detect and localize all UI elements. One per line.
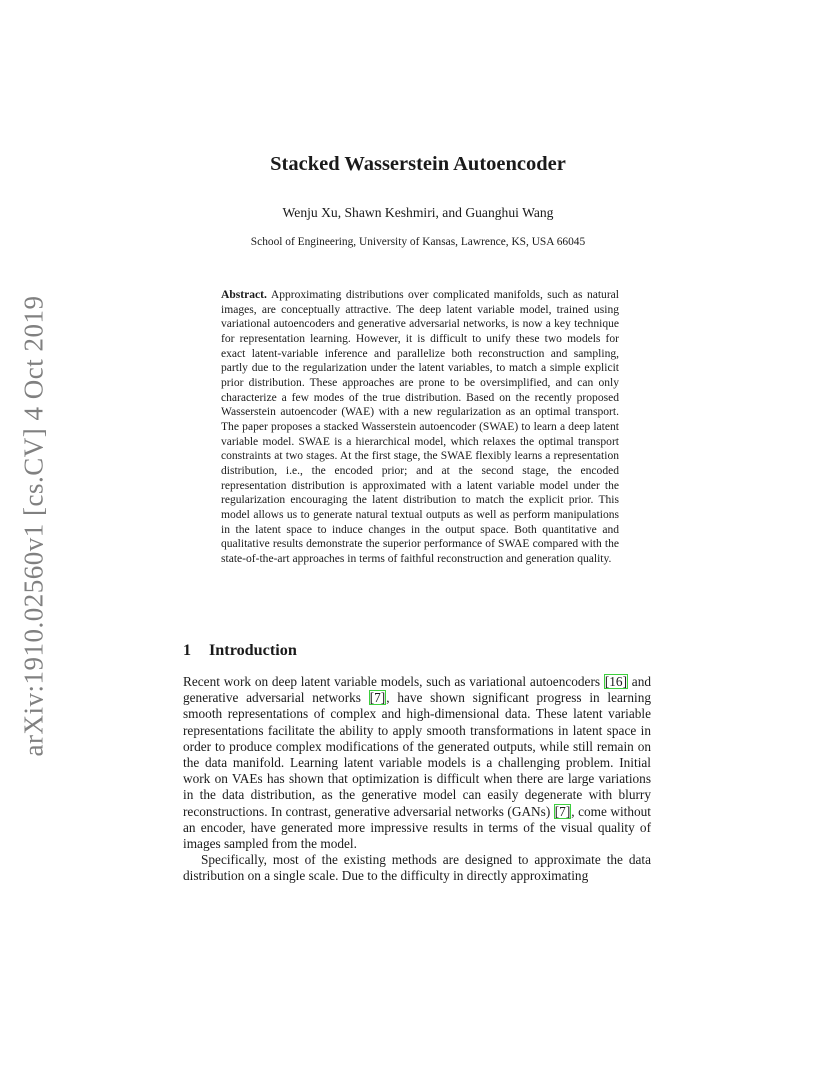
- paper-title: Stacked Wasserstein Autoencoder: [270, 153, 566, 175]
- author-list: Wenju Xu, Shawn Keshmiri, and Guanghui Wang: [282, 205, 554, 220]
- paragraph: [183, 674, 651, 852]
- paragraph-text: , have shown significant progress in learning smooth representations of complex and high-dimensional data. These latent variable representations facilitate the ability to apply smooth transformations in latent space in order to produce complex modifications of the generated outputs, while still remain on the data manifold. Learning latent variable models is a challenging problem. Initial work on VAEs has shown that optimization is difficult when there are large variations in the data distribution, as the generative model can easily degenerate with blurry reconstructions. In contrast, generative adversarial networks (GANs): [183, 690, 651, 819]
- section-title: Introduction: [209, 641, 297, 659]
- citation-link[interactable]: [7]: [554, 803, 571, 819]
- paragraph-text: and generative adversarial networks: [183, 674, 652, 706]
- section-body: [183, 674, 651, 885]
- paragraph-text: Recent work on deep latent variable models, such as variational autoencoders: [183, 674, 604, 689]
- section-number: 1: [183, 641, 192, 659]
- arxiv-identifier: arXiv:1910.02560v1 [cs.CV] 4 Oct 2019: [18, 295, 49, 757]
- paragraph-text: , come without an encoder, have generated more impressive results in terms of the visual quality of images sampled from the model.: [183, 803, 651, 852]
- abstract-label: Abstract.: [221, 289, 267, 301]
- citation-link[interactable]: [16]: [604, 674, 628, 689]
- abstract: [221, 288, 619, 566]
- affiliation: School of Engineering, University of Kansas, Lawrence, KS, USA 66045: [250, 236, 586, 248]
- citation-link[interactable]: [7]: [369, 690, 386, 706]
- abstract-text: Approximating distributions over complicated manifolds, such as natural images, are conceptually attractive. The deep latent variable model, trained using variational autoencoders and generative adversarial networks, is now a key technique for representation learning. However, it is difficult to unify these two models for exact latent-variable inference and parallelize both reconstruction and sampling, partly due to the regularization under the latent variables, to match a simple explicit prior distribution. These approaches are prone to be oversimplified, and can only characterize a few modes of the true distribution. Based on the recently proposed Wasserstein autoencoder (WAE) with a new regularization as an optimal transport. The paper proposes a stacked Wasserstein autoencoder (SWAE) to learn a deep latent variable model. SWAE is a hierarchical model, which relaxes the optimal transport constraints at two stages. At the first stage, the SWAE flexibly learns a representation distribution, i.e., the encoded prior; and at the second stage, the encoded representation distribution is approximated with a latent variable model under the regularization encouraging the latent distribution to match the explicit prior. This model allows us to generate natural textual outputs as well as perform manipulations in the latent space to induce changes in the output space. Both quantitative and qualitative results demonstrate the superior performance of SWAE compared with the state-of-the-art approaches in terms of faithful reconstruction and generation quality.: [221, 289, 619, 565]
- paragraph: Specifically, most of the existing methods are designed to approximate the data distribution on a single scale. Due to the difficulty in directly approximating: [183, 852, 651, 884]
- section-heading: [183, 640, 297, 660]
